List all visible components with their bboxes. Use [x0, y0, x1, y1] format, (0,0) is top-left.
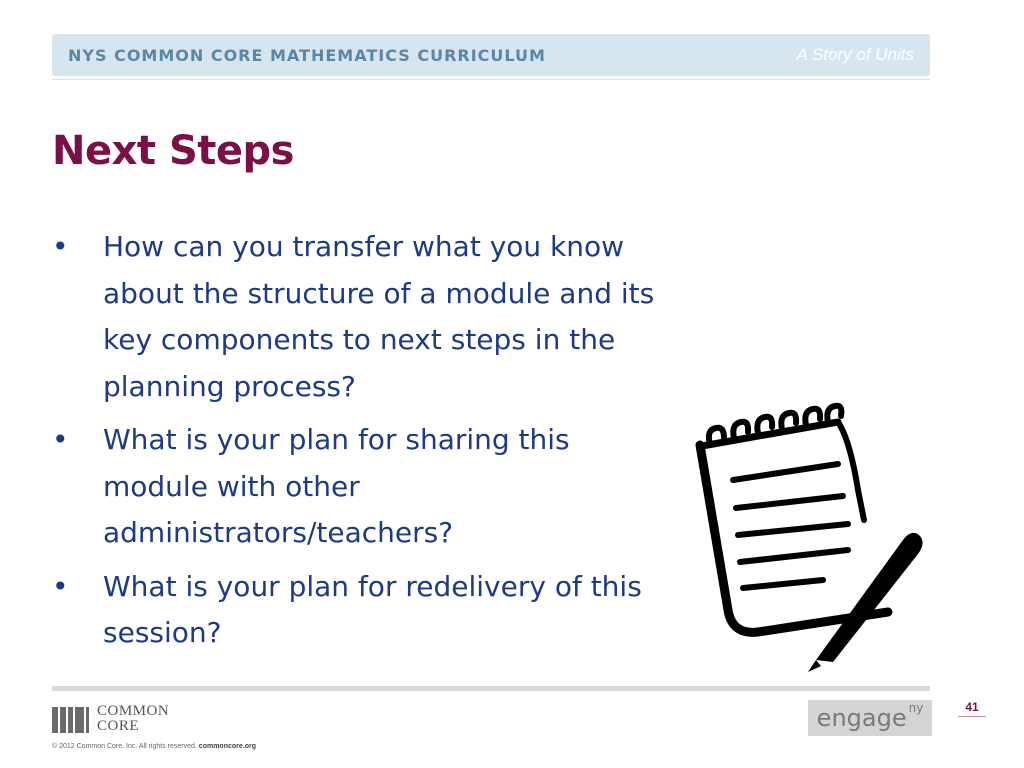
- page-number-underline: [958, 716, 986, 717]
- bullet-marker: •: [52, 569, 69, 603]
- bullet-item: [52, 564, 672, 657]
- bullet-text: What is your plan for redelivery of this session?: [103, 569, 642, 649]
- engage-sup: ny: [908, 701, 924, 715]
- notepad-pencil-icon: [688, 400, 928, 680]
- engage-ny-logo: [808, 700, 932, 736]
- copyright-text: [52, 743, 256, 750]
- curriculum-title: NYS COMMON CORE MATHEMATICS CURRICULUM: [68, 45, 546, 65]
- logo-line-2: CORE: [97, 718, 140, 734]
- bullet-text: What is your plan for sharing this module with other administrators/teachers?: [103, 423, 570, 549]
- footer-divider: [52, 686, 930, 691]
- copyright-link[interactable]: commoncore.org: [198, 743, 256, 750]
- slide-title: Next Steps: [52, 128, 294, 174]
- common-core-logo-icon: [52, 705, 91, 733]
- bullet-list: [52, 224, 672, 664]
- header-divider: [52, 79, 930, 80]
- page-number: 41: [965, 700, 979, 714]
- header-bar: [52, 34, 930, 76]
- common-core-logo: [52, 703, 169, 735]
- copyright-notice: © 2012 Common Core, Inc. All rights reserved.: [52, 743, 197, 750]
- logo-line-1: COMMON: [97, 703, 170, 719]
- bullet-text: How can you transfer what you know about the structure of a module and its key components to next steps in the planning process?: [103, 230, 655, 403]
- bullet-marker: •: [52, 230, 69, 263]
- engage-text: engage: [816, 704, 907, 732]
- bullet-item: [52, 417, 672, 557]
- bullet-marker: •: [52, 423, 69, 456]
- story-subtitle: A Story of Units: [796, 45, 914, 64]
- bullet-item: [52, 224, 672, 410]
